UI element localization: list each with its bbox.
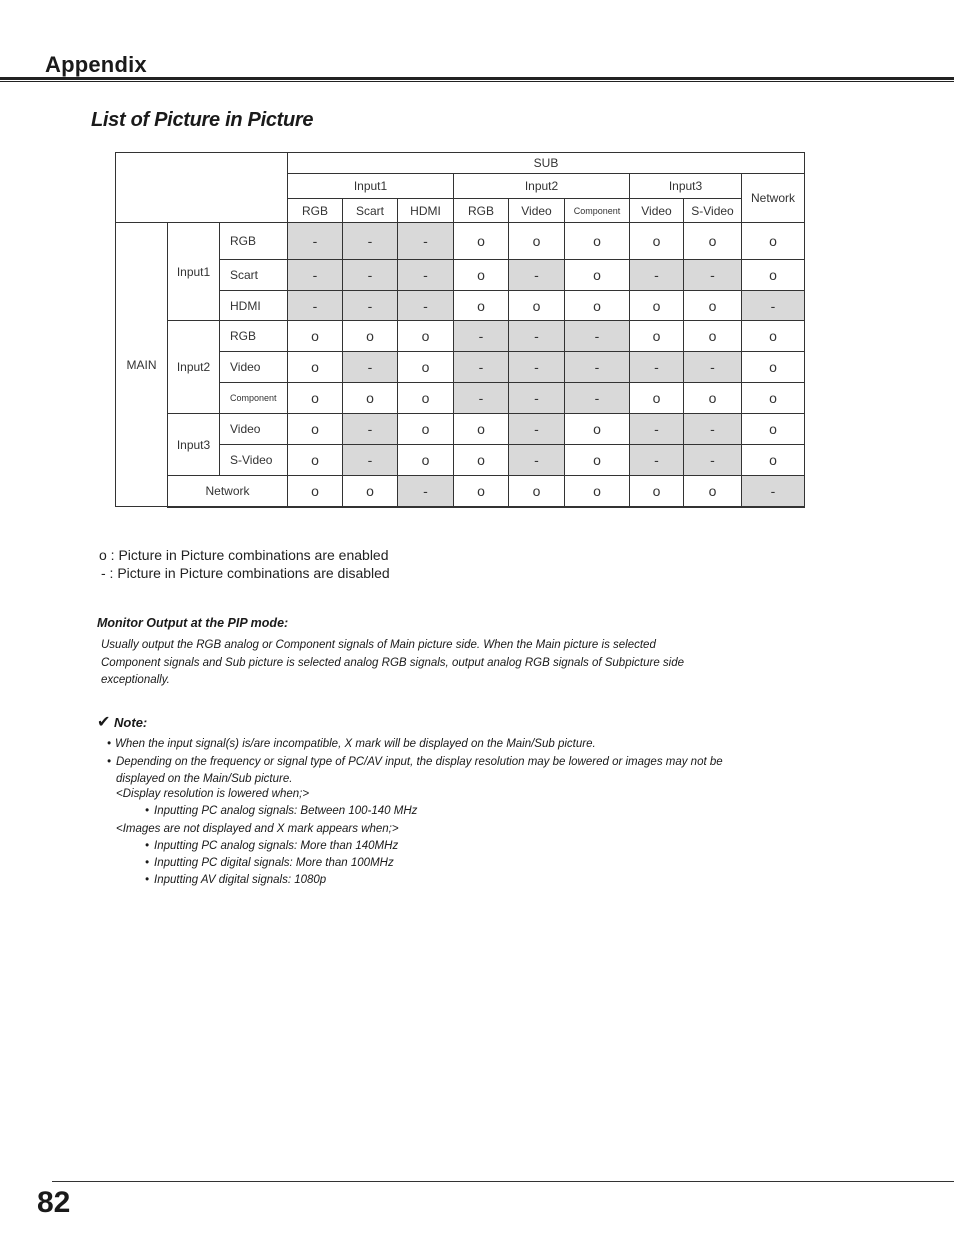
pip-cell: - [742, 291, 805, 321]
pip-cell: - [684, 414, 742, 445]
note-heading [97, 712, 147, 732]
pip-cell: - [565, 321, 630, 352]
pip-cell: o [565, 223, 630, 260]
main-row-label: RGB [220, 321, 288, 352]
legend-disabled: - : Picture in Picture combinations are disabled [101, 565, 390, 581]
pip-cell: - [343, 414, 398, 445]
paragraph-line: exceptionally. [101, 674, 170, 686]
footer-rule [52, 1181, 954, 1182]
table-row [116, 414, 805, 445]
sub-network-header: Network [742, 174, 805, 223]
pip-cell: o [684, 223, 742, 260]
lowered-heading: <Display resolution is lowered when;> [116, 788, 310, 800]
main-row-label: Scart [220, 260, 288, 291]
main-group-input1: Input1 [168, 223, 220, 321]
pip-cell: - [509, 414, 565, 445]
pip-cell: o [454, 291, 509, 321]
pip-cell: o [684, 291, 742, 321]
pip-cell: - [684, 352, 742, 383]
pip-cell: - [684, 260, 742, 291]
pip-cell: - [565, 352, 630, 383]
note-bullet: • [107, 738, 112, 750]
pip-cell: o [288, 445, 343, 476]
pip-cell: o [742, 383, 805, 414]
pip-cell: o [454, 223, 509, 260]
pip-cell: - [630, 260, 684, 291]
pip-cell: o [509, 291, 565, 321]
pip-cell: o [742, 223, 805, 260]
pip-cell: o [742, 321, 805, 352]
pip-cell: o [288, 414, 343, 445]
pip-cell: o [398, 414, 454, 445]
pip-cell: o [565, 414, 630, 445]
main-header: MAIN [116, 223, 168, 507]
sub-col-header: RGB [288, 199, 343, 223]
pip-cell: - [742, 476, 805, 507]
pip-cell: o [343, 383, 398, 414]
pip-cell: o [398, 445, 454, 476]
pip-cell: o [288, 476, 343, 507]
pip-cell: o [509, 476, 565, 507]
pip-cell: - [343, 445, 398, 476]
sub-group-input3: Input3 [630, 174, 742, 199]
pip-cell: o [454, 476, 509, 507]
pip-cell: o [509, 223, 565, 260]
section-title: List of Picture in Picture [91, 109, 314, 131]
pip-cell: o [288, 352, 343, 383]
pip-cell: - [343, 223, 398, 260]
page-header-title: Appendix [45, 52, 147, 77]
table-row [116, 291, 805, 321]
paragraph-line: Component signals and Sub picture is selected analog RGB signals, output analog RGB signals of Subpicture side [101, 656, 685, 669]
paragraph-line: Usually output the RGB analog or Component signals of Main picture side. When the Main picture is selected [101, 639, 656, 651]
pip-cell: - [454, 383, 509, 414]
pip-cell: - [288, 223, 343, 260]
pip-cell: o [742, 352, 805, 383]
pip-cell: o [454, 445, 509, 476]
page-number: 82 [37, 1186, 71, 1219]
pip-cell: o [565, 476, 630, 507]
table-row [116, 445, 805, 476]
pip-cell: o [343, 476, 398, 507]
pip-cell: o [742, 414, 805, 445]
pip-cell: - [509, 383, 565, 414]
pip-cell: - [288, 260, 343, 291]
table-row [116, 260, 805, 291]
pip-cell: - [565, 383, 630, 414]
notdisplayed-heading: <Images are not displayed and X mark appears when;> [116, 823, 399, 835]
main-group-input2: Input2 [168, 321, 220, 414]
pip-cell: - [509, 321, 565, 352]
pip-cell: - [398, 476, 454, 507]
pip-cell: o [630, 223, 684, 260]
pip-cell: - [630, 445, 684, 476]
sub-header: SUB [288, 153, 805, 174]
pip-cell: - [509, 445, 565, 476]
pip-cell: - [398, 291, 454, 321]
pip-cell: - [630, 352, 684, 383]
main-network-label: Network [168, 476, 288, 507]
pip-cell: o [565, 260, 630, 291]
pip-cell: o [630, 291, 684, 321]
main-row-label: RGB [220, 223, 288, 260]
main-row-label: Video [220, 352, 288, 383]
table-row [116, 476, 805, 507]
note-bullet: • [145, 840, 150, 852]
pip-table [115, 152, 805, 508]
table-corner [116, 153, 288, 223]
pip-cell: o [742, 260, 805, 291]
table-row [116, 383, 805, 414]
pip-cell: - [454, 321, 509, 352]
sub-col-header: Video [630, 199, 684, 223]
header-rule [0, 77, 954, 82]
pip-cell: o [630, 321, 684, 352]
pip-cell: o [454, 260, 509, 291]
main-row-label: S-Video [220, 445, 288, 476]
monitor-output-title: Monitor Output at the PIP mode: [97, 616, 289, 630]
sub-col-header: RGB [454, 199, 509, 223]
note-item-1: When the input signal(s) is/are incompatible, X mark will be displayed on the Main/Sub picture. [115, 738, 596, 750]
legend-enabled: o : Picture in Picture combinations are enabled [99, 547, 389, 563]
pip-cell: o [565, 445, 630, 476]
pip-cell: - [288, 291, 343, 321]
pip-cell: - [343, 260, 398, 291]
pip-cell: o [565, 291, 630, 321]
sub-col-header: HDMI [398, 199, 454, 223]
sub-col-header: S-Video [684, 199, 742, 223]
main-row-label: Component [220, 383, 288, 414]
pip-cell: o [684, 321, 742, 352]
check-icon: ✔ [97, 714, 111, 731]
pip-cell: o [343, 321, 398, 352]
pip-cell: o [630, 476, 684, 507]
notdisplayed-item: Inputting PC analog signals: More than 140MHz [154, 840, 399, 852]
sub-col-header: Component [565, 199, 630, 223]
sub-group-input1: Input1 [288, 174, 454, 199]
pip-cell: o [454, 414, 509, 445]
pip-cell: - [630, 414, 684, 445]
pip-cell: o [288, 383, 343, 414]
note-item-2-line-1: Depending on the frequency or signal type of PC/AV input, the display resolution may be lowered or images may not be [116, 756, 723, 768]
note-item-2-line-2: displayed on the Main/Sub picture. [116, 773, 293, 785]
notdisplayed-item: Inputting PC digital signals: More than 100MHz [154, 857, 394, 869]
main-row-label: HDMI [220, 291, 288, 321]
pip-cell: o [398, 352, 454, 383]
pip-cell: o [684, 476, 742, 507]
main-row-label: Video [220, 414, 288, 445]
sub-col-header: Scart [343, 199, 398, 223]
pip-cell: - [509, 352, 565, 383]
note-bullet: • [107, 756, 112, 768]
pip-cell: o [398, 321, 454, 352]
sub-group-input2: Input2 [454, 174, 630, 199]
pip-cell: - [398, 260, 454, 291]
pip-cell: o [684, 383, 742, 414]
note-bullet: • [145, 874, 150, 886]
table-row [116, 321, 805, 352]
notdisplayed-item: Inputting AV digital signals: 1080p [154, 874, 327, 886]
pip-cell: o [742, 445, 805, 476]
monitor-output-paragraph [101, 637, 801, 690]
pip-cell: - [398, 223, 454, 260]
pip-cell: - [343, 352, 398, 383]
note-bullet: • [145, 805, 150, 817]
table-row [116, 223, 805, 260]
pip-cell: o [630, 383, 684, 414]
pip-cell: - [343, 291, 398, 321]
pip-cell: o [288, 321, 343, 352]
pip-cell: o [398, 383, 454, 414]
pip-cell: - [454, 352, 509, 383]
sub-col-header: Video [509, 199, 565, 223]
table-row [116, 352, 805, 383]
note-bullet: • [145, 857, 150, 869]
lowered-item: Inputting PC analog signals: Between 100-140 MHz [154, 805, 418, 817]
note-title: Note: [114, 715, 148, 730]
pip-cell: - [684, 445, 742, 476]
main-group-input3: Input3 [168, 414, 220, 476]
pip-cell: - [509, 260, 565, 291]
